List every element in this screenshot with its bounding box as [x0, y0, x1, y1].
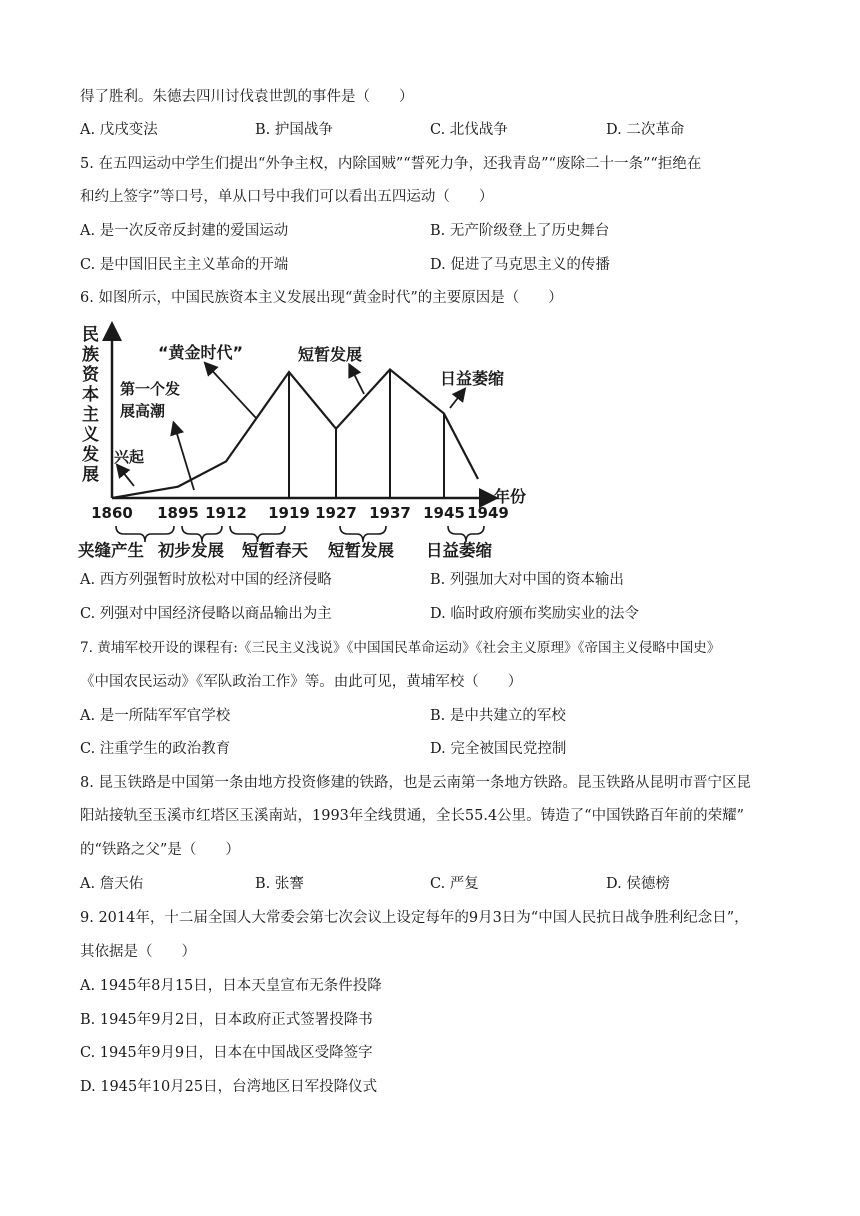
q5-option-c: C. 是中国旧民主主义革命的开端 — [80, 257, 289, 273]
q4-option-a: A. 戊戌变法 — [80, 122, 158, 138]
q6-option-c: C. 列强对中国经济侵略以商品输出为主 — [80, 606, 332, 622]
y-label-char: 民 — [82, 325, 99, 345]
period-brace-1 — [182, 526, 222, 542]
period-brace-0 — [116, 526, 174, 542]
x-tick-1927: 1927 — [315, 504, 357, 522]
q4-option-c: C. 北伐战争 — [430, 122, 508, 138]
q9-option-c: C. 1945年9月9日，日本在中国战区受降签字 — [80, 1045, 373, 1061]
q8-stem-line1: 8. 昆玉铁路是中国第一条由地方投资修建的铁路，也是云南第一条地方铁路。昆玉铁路从昆明市晋宁区昆 — [80, 775, 751, 791]
chart-period-labels — [78, 540, 493, 560]
x-tick-1919: 1919 — [268, 504, 310, 522]
chart-x-axis-label: 年份 — [494, 487, 527, 506]
q7-option-d: D. 完全被国民党控制 — [430, 741, 567, 757]
q8-option-c: C. 严复 — [430, 876, 479, 892]
period-label-2: 短暂春天 — [242, 541, 308, 560]
period-brace-2 — [230, 526, 285, 542]
y-label-char: 族 — [82, 345, 99, 365]
q8-option-a: A. 詹天佑 — [80, 876, 144, 892]
q5-stem-line1: 5. 在五四运动中学生们提出“外争主权，内除国贼”“誓死力争，还我青岛”“废除二十一条”“拒绝在 — [80, 156, 702, 172]
q8-stem-line3: 的“铁路之父”是（ ） — [80, 842, 240, 858]
annotation-golden-age: “黄金时代” — [158, 343, 244, 362]
q9-option-b: B. 1945年9月2日，日本政府正式签署投降书 — [80, 1012, 373, 1028]
annotation-brief-development: 短暂发展 — [298, 345, 363, 364]
q6-stem: 6. 如图所示，中国民族资本主义发展出现“黄金时代”的主要原因是（ ） — [80, 290, 563, 306]
annotation-brief-development-arrow — [350, 366, 364, 394]
x-tick-1912: 1912 — [205, 504, 247, 522]
annotation-first-peak: 第一个发展高潮 — [120, 380, 181, 420]
q5-stem-line2: 和约上签字”等口号，单从口号中我们可以看出五四运动（ ） — [80, 189, 494, 205]
annotation-first-peak-arrow — [174, 424, 194, 490]
q5-option-b: B. 无产阶级登上了历史舞台 — [430, 223, 610, 239]
q6-option-b: B. 列强加大对中国的资本输出 — [430, 572, 624, 588]
annotation-rise-arrow — [118, 466, 134, 486]
q8-option-d: D. 侯德榜 — [606, 876, 670, 892]
y-label-char: 主 — [82, 405, 99, 425]
q5-option-a: A. 是一次反帝反封建的爱国运动 — [80, 223, 289, 239]
x-tick-1895: 1895 — [157, 504, 199, 522]
annotation-golden-age-arrow — [206, 364, 256, 418]
q7-option-c: C. 注重学生的政治教育 — [80, 741, 231, 757]
chart-y-axis-label — [81, 325, 100, 485]
y-label-char: 发 — [82, 445, 99, 465]
period-label-4: 日益萎缩 — [426, 541, 492, 560]
q4-stem: 得了胜利。朱德去四川讨伐袁世凯的事件是（ ） — [80, 89, 414, 105]
q7-option-a: A. 是一所陆军军官学校 — [80, 708, 231, 724]
x-tick-1949: 1949 — [467, 504, 509, 522]
q7-stem-line1: 7. 黄埔军校开设的课程有:《三民主义浅说》《中国国民革命运动》《社会主义原理》《帝国主义侵略中国史》 — [80, 640, 721, 656]
q9-stem-line1: 9. 2014年，十二届全国人大常委会第七次会议上设定每年的9月3日为“中国人民抗日战争胜利纪念日”， — [80, 910, 749, 926]
capitalism-development-chart — [74, 318, 534, 564]
period-brace-4 — [448, 526, 484, 542]
chart-x-ticks — [91, 504, 509, 522]
q4-option-b: B. 护国战争 — [255, 122, 333, 138]
q8-stem-line2: 阳站接轨至玉溪市红塔区玉溪南站，1993年全线贯通，全长55.4公里。铸造了“中国铁路百年前的荣耀” — [80, 808, 745, 824]
q6-option-a: A. 西方列强暂时放松对中国的经济侵略 — [80, 572, 332, 588]
period-brace-3 — [340, 526, 386, 542]
q9-option-d: D. 1945年10月25日，台湾地区日军投降仪式 — [80, 1079, 378, 1095]
y-label-char: 资 — [82, 365, 99, 385]
chart-period-braces — [116, 526, 484, 542]
q7-option-b: B. 是中共建立的军校 — [430, 708, 566, 724]
x-tick-1945: 1945 — [423, 504, 465, 522]
q7-stem-line2: 《中国农民运动》《军队政治工作》等。由此可见，黄埔军校（ ） — [80, 674, 523, 690]
y-label-char: 本 — [82, 385, 99, 405]
annotation-decline-arrow — [450, 390, 464, 408]
x-tick-1860: 1860 — [91, 504, 133, 522]
period-label-3: 短暂发展 — [328, 541, 394, 560]
q9-option-a: A. 1945年8月15日，日本天皇宣布无条件投降 — [80, 978, 382, 994]
q5-option-d: D. 促进了马克思主义的传播 — [430, 257, 610, 273]
y-label-char: 义 — [82, 425, 99, 445]
period-label-1: 初步发展 — [158, 541, 224, 560]
q6-option-d: D. 临时政府颁布奖励实业的法令 — [430, 606, 639, 622]
y-label-char: 展 — [82, 465, 99, 485]
annotation-rise: 兴起 — [114, 448, 145, 466]
q8-option-b: B. 张謇 — [255, 876, 304, 892]
q4-option-d: D. 二次革命 — [606, 122, 685, 138]
x-tick-1937: 1937 — [369, 504, 411, 522]
period-label-0: 夹缝产生 — [78, 541, 144, 560]
q9-stem-line2: 其依据是（ ） — [80, 944, 196, 960]
annotation-decline: 日益萎缩 — [440, 369, 505, 388]
